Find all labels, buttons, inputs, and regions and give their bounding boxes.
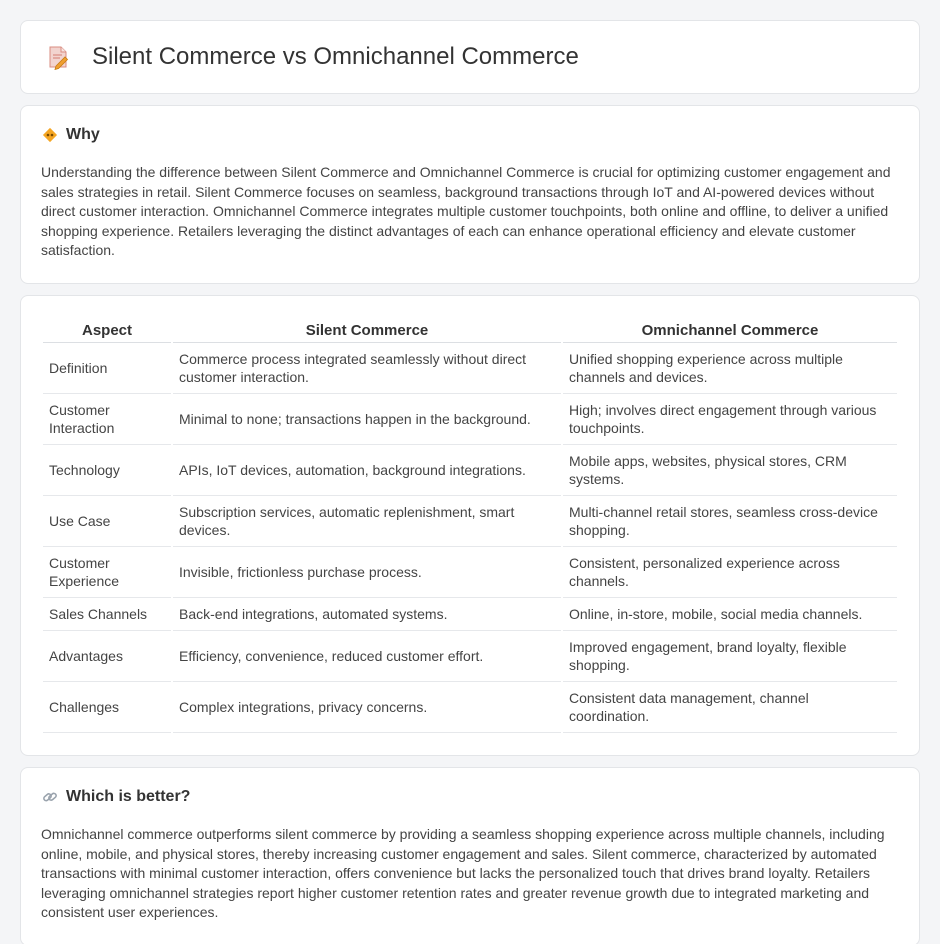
- aspect-cell: Customer Experience: [43, 547, 171, 598]
- omnichannel-cell: Online, in-store, mobile, social media channels.: [563, 598, 897, 631]
- aspect-cell: Challenges: [43, 682, 171, 733]
- omnichannel-cell: Unified shopping experience across multiple channels and devices.: [563, 343, 897, 394]
- silent-cell: APIs, IoT devices, automation, background integrations.: [173, 445, 561, 496]
- link-icon: [41, 788, 59, 806]
- omnichannel-cell: Improved engagement, brand loyalty, flexible shopping.: [563, 631, 897, 682]
- better-heading: Which is better?: [66, 787, 191, 805]
- title-card: [20, 20, 920, 94]
- table-row: [43, 598, 897, 631]
- why-heading: Why: [66, 126, 100, 143]
- aspect-cell: Definition: [43, 343, 171, 394]
- aspect-cell: Use Case: [43, 496, 171, 547]
- table-header-row: [43, 318, 897, 343]
- omnichannel-cell: Consistent data management, channel coordination.: [563, 682, 897, 733]
- aspect-cell: Sales Channels: [43, 598, 171, 631]
- diamond-sign-icon: [41, 126, 59, 144]
- omnichannel-cell: High; involves direct engagement through various touchpoints.: [563, 394, 897, 445]
- table-row: [43, 547, 897, 598]
- silent-cell: Minimal to none; transactions happen in the background.: [173, 394, 561, 445]
- comparison-card: [20, 295, 920, 756]
- table-row: [43, 445, 897, 496]
- table-row: [43, 631, 897, 682]
- page-title: Silent Commerce vs Omnichannel Commerce: [92, 43, 579, 70]
- why-text: Understanding the difference between Silent Commerce and Omnichannel Commerce is crucial for optimizing customer engagement and sales strategies in retail. Silent Commerce focuses on seamless, background transactions through IoT and AI-powered devices without direct customer interaction. Omnichannel Commerce integrates multiple customer touchpoints, both online and offline, to deliver a unified shopping experience. Retailers leveraging the distinct advantages of each can enhance operational efficiency and elevate customer satisfaction.: [41, 164, 891, 259]
- omnichannel-cell: Mobile apps, websites, physical stores, CRM systems.: [563, 445, 897, 496]
- silent-cell: Back-end integrations, automated systems.: [173, 598, 561, 631]
- header-omnichannel-commerce: Omnichannel Commerce: [563, 318, 897, 343]
- silent-cell: Complex integrations, privacy concerns.: [173, 682, 561, 733]
- omnichannel-cell: Multi-channel retail stores, seamless cross-device shopping.: [563, 496, 897, 547]
- why-section: [20, 105, 920, 284]
- better-section: [20, 767, 920, 944]
- better-text: Omnichannel commerce outperforms silent commerce by providing a seamless shopping experience across multiple channels, including online, mobile, and physical stores, thereby increasing customer engagement and sales. Silent commerce, characterized by automated transactions with minimal customer interaction, offers convenience but lacks the personalized touch that drives brand loyalty. Retailers leveraging omnichannel strategies report higher customer retention rates and greater revenue growth due to integrated marketing and consistent user experiences.: [41, 825, 885, 921]
- silent-cell: Efficiency, convenience, reduced customer effort.: [173, 631, 561, 682]
- omnichannel-cell: Consistent, personalized experience across channels.: [563, 547, 897, 598]
- document-edit-icon: [45, 44, 71, 70]
- table-row: [43, 496, 897, 547]
- header-aspect: Aspect: [43, 318, 171, 343]
- header-silent-commerce: Silent Commerce: [173, 318, 561, 343]
- aspect-cell: Technology: [43, 445, 171, 496]
- table-row: [43, 394, 897, 445]
- aspect-cell: Advantages: [43, 631, 171, 682]
- table-row: [43, 682, 897, 733]
- silent-cell: Commerce process integrated seamlessly without direct customer interaction.: [173, 343, 561, 394]
- silent-cell: Invisible, frictionless purchase process.: [173, 547, 561, 598]
- silent-cell: Subscription services, automatic replenishment, smart devices.: [173, 496, 561, 547]
- comparison-table: [41, 318, 899, 733]
- aspect-cell: Customer Interaction: [43, 394, 171, 445]
- table-row: [43, 343, 897, 394]
